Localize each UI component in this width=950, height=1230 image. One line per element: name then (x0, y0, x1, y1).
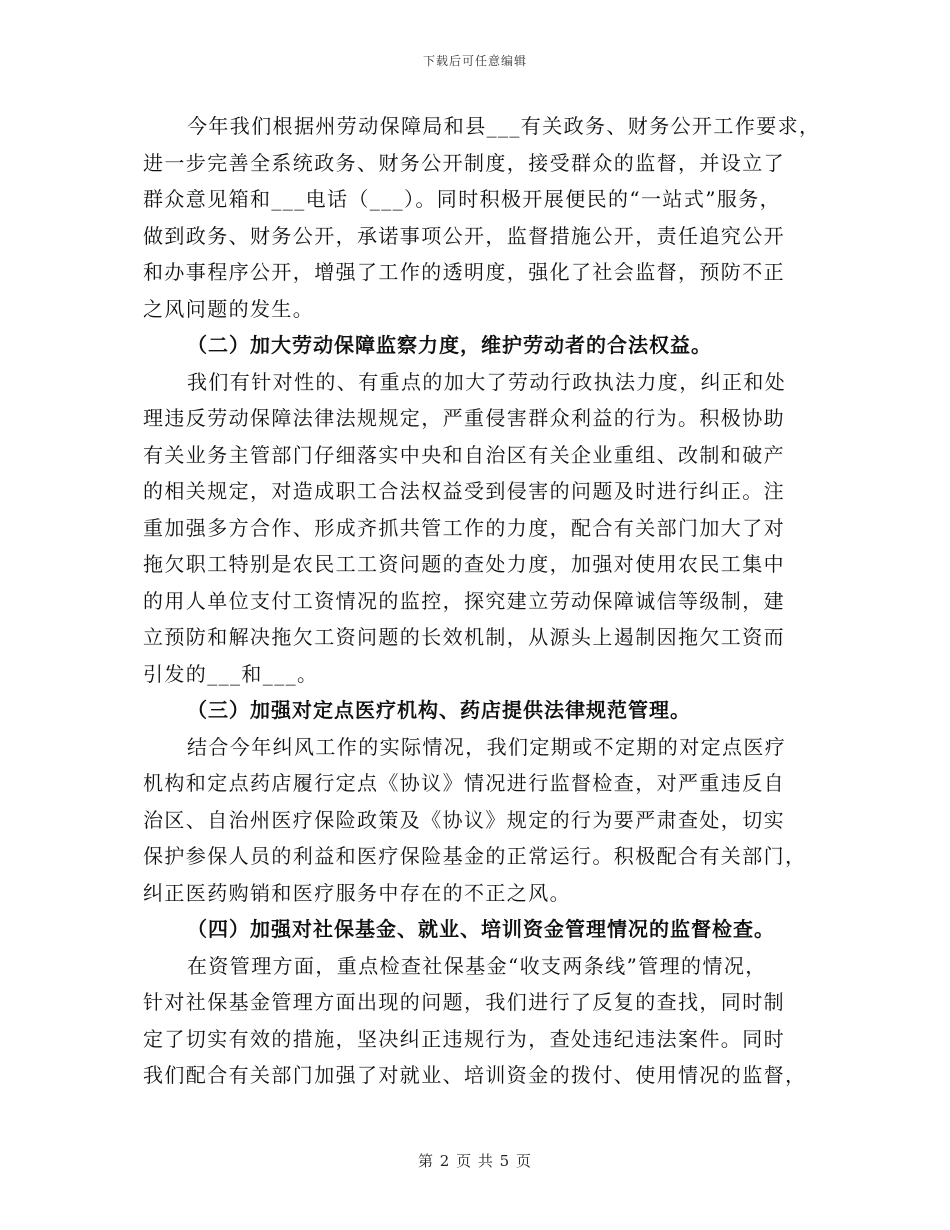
paragraph-line: 有关业务主管部门仔细落实中央和自治区有关企业重组、改制和破产 (143, 442, 785, 467)
paragraph-line: 的相关规定，对造成职工合法权益受到侵害的问题及时进行纠正。注 (143, 479, 785, 503)
paragraph-line: 和办事程序公开，增强了工作的透明度，强化了社会监督，预防不正 (143, 260, 785, 284)
page-header: 下载后可任意编辑 (422, 54, 527, 68)
paragraph-line: 引发的___和___。 (143, 661, 319, 686)
paragraph-line: 今年我们根据州劳动保障局和县___有关政务、财务公开工作要求， (187, 114, 821, 138)
paragraph-line: 我们有针对性的、有重点的加大了劳动行政执法力度，纠正和处 (187, 369, 787, 394)
paragraph-line: 纠正医药购销和医疗服务中存在的不正之风。 (143, 880, 571, 905)
paragraph-line: 群众意见箱和___电话（___）。同时积极开展便民的“一站式”服务， (143, 187, 782, 211)
paragraph-line: 拖欠职工特别是农民工工资问题的查处力度，加强对使用农民工集中 (143, 552, 785, 576)
section-heading: （三）加强对定点医疗机构、药店提供法律规范管理。 (187, 698, 691, 722)
paragraph-line: 做到政务、财务公开，承诺事项公开，监督措施公开，责任追究公开 (143, 223, 785, 248)
paragraph-line: 治区、自治州医疗保险政策及《协议》规定的行为要严肃查处，切实 (143, 807, 785, 832)
paragraph-line: 重加强多方合作、形成齐抓共管工作的力度，配合有关部门加大了对 (143, 515, 785, 540)
section-heading: （二）加大劳动保障监察力度，维护劳动者的合法权益。 (187, 333, 712, 357)
document-body (143, 108, 821, 1094)
paragraph-line: 立预防和解决拖欠工资问题的长效机制，从源头上遏制因拖欠工资而 (143, 625, 785, 649)
page-footer: 第 2 页 共 5 页 (418, 1152, 532, 1170)
paragraph-line: 结合今年纠风工作的实际情况，我们定期或不定期的对定点医疗 (187, 734, 787, 759)
paragraph-line: 机构和定点药店履行定点《协议》情况进行监督检查，对严重违反自 (143, 771, 785, 795)
paragraph-line: 进一步完善全系统政务、财务公开制度，接受群众的监督，并设立了 (143, 150, 785, 175)
paragraph-line: 理违反劳动保障法律法规规定，严重侵害群众利益的行为。积极协助 (143, 406, 785, 430)
paragraph-line: 针对社保基金管理方面出现的问题，我们进行了反复的查找，同时制 (143, 990, 785, 1014)
section-heading: （四）加强对社保基金、就业、培训资金管理情况的监督检查。 (187, 917, 775, 941)
paragraph-line: 的用人单位支付工资情况的监控，探究建立劳动保障诚信等级制，建 (143, 588, 785, 613)
paragraph-line: 保护参保人员的利益和医疗保险基金的正常运行。积极配合有关部门， (143, 844, 807, 868)
paragraph-line: 定了切实有效的措施，坚决纠正违规行为，查处违纪违法案件。同时 (143, 1026, 785, 1051)
paragraph-line: 在资管理方面，重点检查社保基金“收支两条线”管理的情况， (187, 953, 767, 978)
paragraph-line: 我们配合有关部门加强了对就业、培训资金的拨付、使用情况的监督， (143, 1063, 807, 1087)
paragraph-line: 之风问题的发生。 (143, 296, 315, 321)
